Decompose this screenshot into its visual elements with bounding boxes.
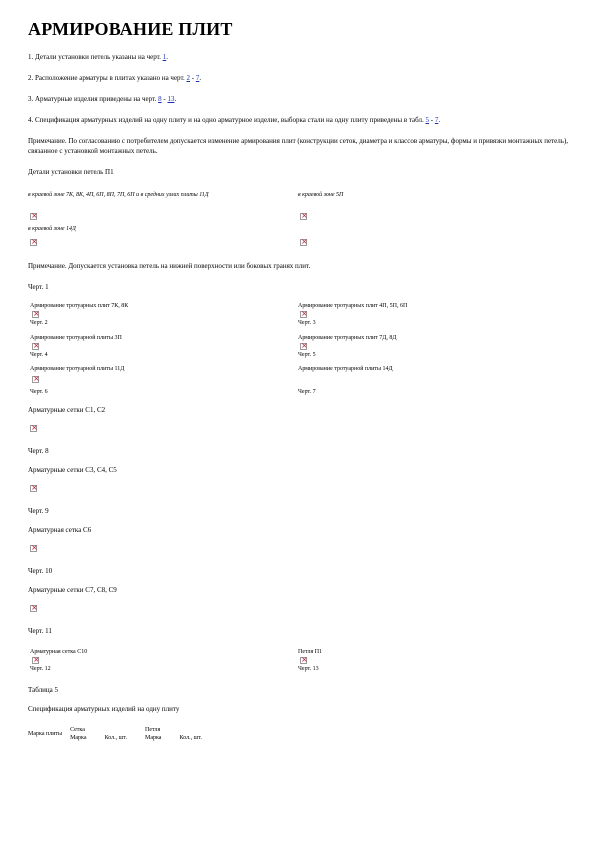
fig-11-caption: Арматурные сетки С7, С8, С9 — [28, 586, 117, 594]
paragraph-2 — [28, 73, 573, 83]
link-fig-2[interactable]: 2 — [186, 74, 190, 82]
fig-2-label: Черт. 2 — [30, 320, 48, 326]
paragraph-3-tail: . — [174, 95, 177, 103]
broken-image-icon — [30, 545, 37, 552]
link-table-5[interactable]: 5 — [425, 116, 430, 124]
fig-12-caption: Арматурная сетка С10 — [30, 649, 88, 655]
fig-13-label: Черт. 13 — [298, 666, 319, 672]
figures-grid — [28, 302, 573, 400]
fig-5-caption: Армирование тротуарных плит 7Д, 8Д — [298, 335, 397, 341]
table-title: Таблица 5 — [28, 686, 58, 694]
fig-13-caption: Петля П1 — [298, 649, 323, 655]
broken-image-icon — [32, 343, 39, 350]
detail-left-caption-2-text: в краевой зоне 14Д — [28, 226, 76, 232]
broken-image-icon — [300, 343, 307, 350]
col-brand: Марка плиты — [28, 731, 63, 737]
mesh-block-2 — [28, 466, 117, 516]
detail-right-caption — [298, 191, 343, 200]
fig-8-label: Черт. 8 — [28, 447, 49, 455]
fig-4-label: Черт. 4 — [30, 352, 48, 358]
paragraph-1-text: 1. Детали установки петель указаны на черт. — [28, 53, 163, 61]
mesh-block-3 — [28, 526, 91, 576]
detail-left-caption-text: в краевой зоне 7К, 8К, 4П, 6П, 8П, 7П, 6П и в средних узлах плиты 11Д — [28, 192, 209, 198]
broken-image-icon — [30, 425, 37, 432]
paragraph-3-text: 3. Арматурные изделия приведены на черт. — [28, 95, 159, 103]
broken-image-icon — [300, 213, 307, 220]
paragraph-4 — [28, 115, 573, 125]
spec-table — [28, 726, 206, 742]
mesh-block-1 — [28, 406, 105, 456]
fig-6-caption: Армирование тротуарной плиты 11Д — [30, 366, 125, 372]
broken-image-icon — [32, 376, 39, 383]
fig-3-label: Черт. 3 — [298, 320, 316, 326]
paragraph-3 — [28, 94, 573, 104]
table-caption: Спецификация арматурных изделий на одну плиту — [28, 705, 180, 713]
broken-image-icon — [300, 657, 307, 664]
mesh-block-4 — [28, 586, 117, 636]
fig-2-caption: Армирование тротуарных плит 7К, 8К — [30, 303, 129, 309]
fig-4-caption: Армирование тротуарной плиты 3П — [30, 335, 122, 341]
paragraph-2-tail: . — [199, 74, 202, 82]
note-2: Примечание. Допускается установка петель на нижней поверхности или боковых гранях плит. — [28, 262, 311, 270]
fig-6-label: Черт. 6 — [30, 389, 48, 395]
detail-right-caption-text: в краевой зоне 5П — [298, 192, 344, 198]
sub-qty-loop: Кол., шт. — [179, 735, 202, 741]
fig-12-label: Черт. 12 — [30, 666, 51, 672]
dash: - — [429, 116, 435, 124]
paragraph-4-text: 4. Спецификация арматурных изделий на одну плиту и на одно арматурное изделие, выборка стали на одну плиту приведены в табл. — [28, 116, 426, 124]
sub-mark-mesh: Марка — [70, 735, 87, 741]
note-1: Примечание. По согласованию с потребителем допускается изменение армирования плит (конструкции сеток, диаметра и классов арматуры, формы и привязки монтажных петель), связанное с установкой монтажных петель. — [28, 137, 569, 155]
paragraph-1-tail: . — [166, 53, 168, 61]
broken-image-icon — [300, 311, 307, 318]
fig-11-label: Черт. 11 — [28, 627, 52, 635]
broken-image-icon — [32, 657, 39, 664]
paragraph-2-text: 2. Расположение арматуры в плитах указано на черт. — [28, 74, 187, 82]
sub-mark-loop: Марка — [144, 735, 162, 741]
broken-image-icon — [30, 239, 37, 246]
fig-9-label: Черт. 9 — [28, 507, 49, 515]
link-table-7[interactable]: 7 — [434, 116, 439, 124]
fig-1-label: Черт. 1 — [28, 283, 49, 291]
fig-7-label: Черт. 7 — [298, 389, 316, 395]
detail-left-caption — [28, 191, 288, 200]
details-block — [28, 191, 573, 253]
broken-image-icon — [30, 605, 37, 612]
last-figures-row — [28, 648, 573, 682]
link-fig-8[interactable]: 8 — [158, 95, 162, 103]
fig-3-caption: Армирование тротуарных плит 4П, 5П, 6П — [298, 303, 408, 309]
table-header-row — [28, 726, 206, 734]
document-page — [28, 18, 573, 742]
fig-10-caption: Арматурная сетка С6 — [28, 526, 92, 534]
fig-9-caption: Арматурные сетки С3, С4, С5 — [28, 466, 117, 474]
link-fig-7[interactable]: 7 — [195, 74, 200, 82]
dash: - — [161, 95, 168, 103]
group-mesh: Сетка — [70, 727, 85, 733]
link-fig-1[interactable]: 1 — [162, 53, 167, 61]
fig-10-label: Черт. 10 — [28, 567, 53, 575]
page-title: АРМИРОВАНИЕ ПЛИТ — [28, 19, 233, 39]
fig-8-caption: Арматурные сетки С1, С2 — [28, 406, 106, 414]
detail-title: Детали установки петель П1 — [28, 168, 114, 176]
paragraph-4-tail: . — [438, 116, 441, 124]
fig-5-label: Черт. 5 — [298, 352, 316, 358]
broken-image-icon — [30, 213, 37, 220]
broken-image-icon — [32, 311, 39, 318]
dash: - — [190, 74, 196, 82]
mesh-section — [28, 406, 573, 646]
group-loop: Петля — [144, 727, 161, 733]
sub-qty-mesh: Кол., шт. — [104, 735, 127, 741]
link-fig-13[interactable]: 13 — [167, 95, 175, 103]
detail-left-caption-2 — [28, 225, 76, 234]
broken-image-icon — [300, 239, 307, 246]
fig-7-caption: Армирование тротуарной плиты 14Д — [298, 366, 393, 372]
broken-image-icon — [30, 485, 37, 492]
paragraph-1 — [28, 52, 573, 62]
